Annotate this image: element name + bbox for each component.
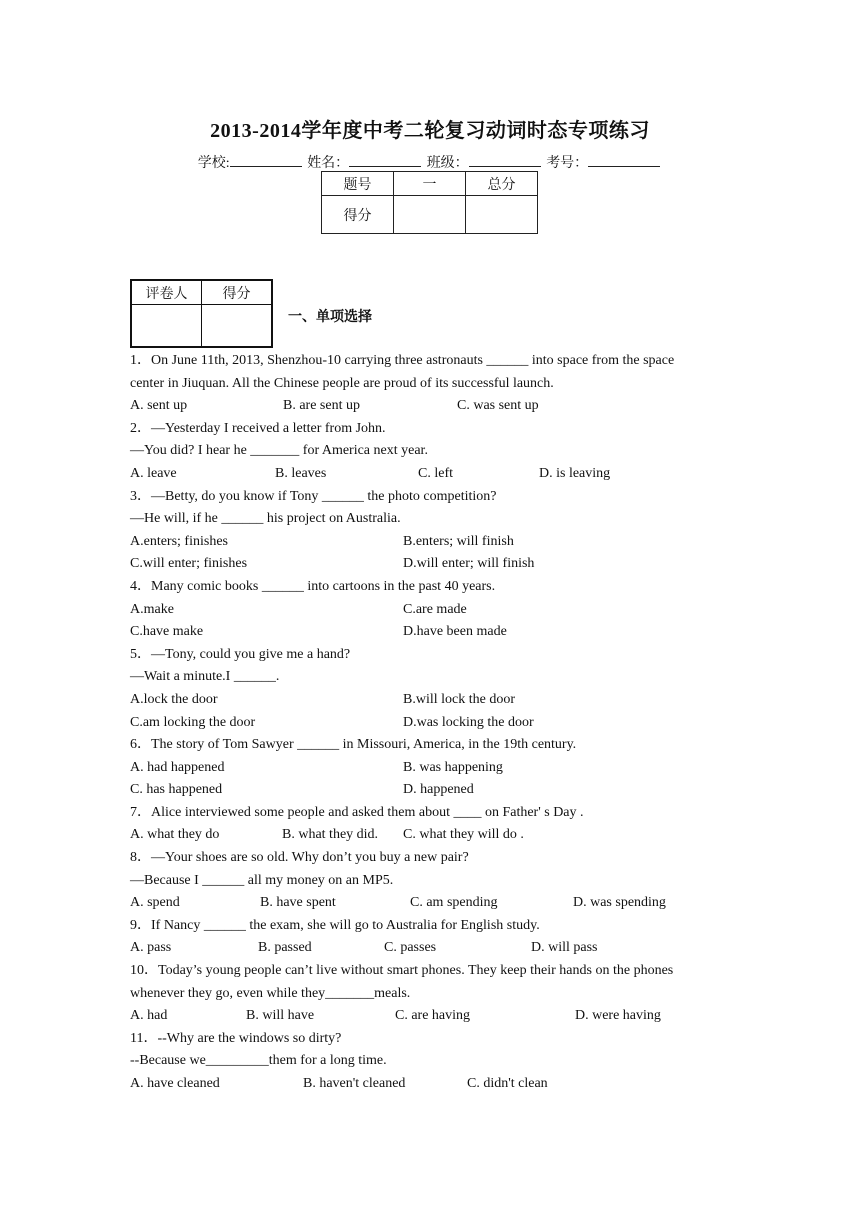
answer-option[interactable]: D. was spending [573,895,666,911]
answer-option[interactable]: C.will enter; finishes [130,556,248,572]
question-item [130,847,740,915]
answer-option[interactable]: A. what they do [130,827,220,843]
question-text: —Wait a minute.I ______. [130,669,280,685]
answer-option[interactable]: A.make [130,601,174,617]
answer-option[interactable]: D. will pass [531,940,598,956]
question-text: 2．—Yesterday I received a letter from John. [130,420,386,436]
score-cell-total[interactable] [466,196,538,234]
option-row [130,599,740,622]
score-header-part1: 一 [394,172,466,196]
question-item [130,486,740,576]
question-list [130,350,740,1096]
answer-option[interactable]: A. had [130,1008,168,1024]
answer-option[interactable]: B. haven't cleaned [303,1076,406,1091]
score-row-label: 得分 [322,196,394,234]
question-item [130,734,740,802]
answer-option[interactable]: C.am locking the door [130,714,256,730]
option-row [130,757,740,780]
answer-option[interactable]: D. were having [575,1008,661,1024]
answer-option[interactable]: B. passed [258,940,312,956]
option-row [130,937,740,960]
page-title: 2013-2014学年度中考二轮复习动词时态专项练习 [210,120,650,142]
answer-option[interactable]: A. had happened [130,759,225,775]
grader-cell[interactable] [131,305,202,348]
section-heading: 一、单项选择 [288,310,372,325]
grader-score-header: 得分 [202,280,273,305]
grader-header: 评卷人 [131,280,202,305]
question-text: 11．--Why are the windows so dirty? [130,1030,342,1046]
answer-option[interactable]: D. is leaving [539,465,611,481]
answer-option[interactable]: B.will lock the door [403,691,515,707]
option-row [130,531,740,554]
option-row [130,1073,740,1096]
answer-option[interactable]: D.have been made [403,624,507,640]
score-header-total: 总分 [466,172,538,196]
answer-option[interactable]: B. have spent [260,895,336,911]
score-cell-part1[interactable] [394,196,466,234]
option-row [130,395,740,418]
option-row [130,892,740,915]
exam-no-blank[interactable] [588,154,660,167]
question-text: —You did? I hear he _______ for America next year. [130,443,428,459]
question-text: 8．—Your shoes are so old. Why don’t you buy a new pair? [130,850,469,866]
school-label: 学校: [197,156,230,171]
answer-option[interactable]: D.was locking the door [403,714,534,730]
question-item [130,1028,740,1096]
option-row [130,1005,740,1028]
class-label: 班级： [426,156,469,171]
answer-option[interactable]: B.enters; will finish [403,533,514,549]
answer-option[interactable]: C. passes [384,940,437,956]
answer-option[interactable]: C.are made [403,601,467,617]
answer-option[interactable]: C. what they will do . [403,827,524,843]
answer-option[interactable]: B. are sent up [283,398,360,414]
answer-option[interactable]: C. has happened [130,782,223,798]
question-text: —Because I ______ all my money on an MP5. [130,872,394,888]
answer-option[interactable]: A.lock the door [130,691,218,707]
question-text: 1．On June 11th, 2013, Shenzhou-10 carrying three astronauts ______ into space from the space [130,353,675,368]
student-info-line [0,152,860,172]
answer-option[interactable]: A. spend [130,895,180,911]
option-row [130,621,740,644]
answer-option[interactable]: D.will enter; will finish [403,556,535,572]
answer-option[interactable]: B. will have [246,1008,315,1024]
answer-option[interactable]: C. are having [395,1008,471,1024]
answer-option[interactable]: B. was happening [403,759,503,775]
name-blank[interactable] [349,154,421,167]
option-row [130,689,740,712]
question-item [130,418,740,486]
answer-option[interactable]: B. what they did. [282,827,379,843]
answer-option[interactable]: A. pass [130,940,172,956]
answer-option[interactable]: B. leaves [275,465,327,481]
option-row [130,553,740,576]
question-text: whenever they go, even while they_______meals. [130,985,411,1001]
grader-score-cell[interactable] [202,305,273,348]
school-blank[interactable] [230,154,302,167]
score-header-question: 题号 [322,172,394,196]
question-text: 10．Today’s young people can’t live without smart phones. They keep their hands on the phones [130,963,674,979]
question-item [130,350,740,418]
answer-option[interactable]: C. left [418,465,453,481]
question-text: —He will, if he ______ his project on Australia. [130,511,401,527]
score-table [321,171,538,234]
question-item [130,960,740,1028]
question-text: 9．If Nancy ______ the exam, she will go to Australia for English study. [130,917,540,933]
answer-option[interactable]: A. sent up [130,398,188,414]
question-text: --Because we_________them for a long time. [130,1053,387,1069]
option-row [130,463,740,486]
answer-option[interactable]: D. happened [403,782,474,798]
answer-option[interactable]: C. didn't clean [467,1076,548,1091]
question-text: 7．Alice interviewed some people and asked them about ____ on Father' s Day . [130,804,584,820]
question-item [130,576,740,644]
answer-option[interactable]: A. leave [130,465,177,481]
answer-option[interactable]: C. am spending [410,895,498,911]
answer-option[interactable]: A. have cleaned [130,1076,220,1091]
question-text: 3．—Betty, do you know if Tony ______ the photo competition? [130,488,497,504]
question-text: 6．The story of Tom Sawyer ______ in Missouri, America, in the 19th century. [130,737,577,753]
option-row [130,712,740,735]
option-row [130,779,740,802]
answer-option[interactable]: C. was sent up [457,398,539,414]
option-row [130,824,740,847]
answer-option[interactable]: A.enters; finishes [130,533,228,549]
answer-option[interactable]: C.have make [130,624,204,640]
question-text: 5．—Tony, could you give me a hand? [130,646,351,662]
question-item [130,644,740,734]
question-item [130,802,740,847]
exam-no-label: 考号： [546,156,589,171]
grader-table [130,279,273,348]
class-blank[interactable] [469,154,541,167]
question-item [130,915,740,960]
name-label: 姓名： [307,156,350,171]
question-text: center in Jiuquan. All the Chinese people are proud of its successful launch. [130,375,554,391]
question-text: 4．Many comic books ______ into cartoons in the past 40 years. [130,578,496,594]
